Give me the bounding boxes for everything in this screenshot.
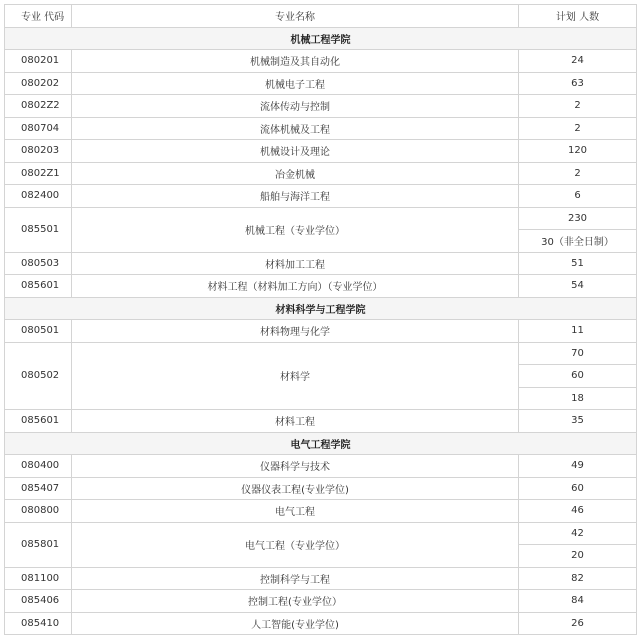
section-title: 材料科学与工程学院 — [5, 297, 637, 320]
table-row — [5, 342, 637, 365]
table-row — [5, 612, 637, 635]
major-name-cell: 机械制造及其自动化 — [72, 50, 519, 73]
plan-count-cell: 82 — [519, 567, 637, 590]
plan-count-cell: 2 — [519, 95, 637, 118]
plan-count-cell: 70 — [519, 342, 637, 365]
plan-count-cell: 35 — [519, 410, 637, 433]
major-code-cell: 080501 — [5, 320, 72, 343]
plan-count-cell: 42 — [519, 522, 637, 545]
table-row — [5, 477, 637, 500]
plan-count-cell: 2 — [519, 117, 637, 140]
major-code-cell: 0802Z2 — [5, 95, 72, 118]
major-code-cell: 080202 — [5, 72, 72, 95]
plan-count-cell: 30（非全日制） — [519, 230, 637, 253]
major-name-cell: 电气工程（专业学位） — [72, 522, 519, 567]
plan-count-cell: 60 — [519, 477, 637, 500]
section-header-row — [5, 297, 637, 320]
plan-count-cell: 20 — [519, 545, 637, 568]
major-code-cell: 080203 — [5, 140, 72, 163]
table-row — [5, 162, 637, 185]
major-code-cell: 085406 — [5, 590, 72, 613]
table-row — [5, 567, 637, 590]
major-name-cell: 材料加工工程 — [72, 252, 519, 275]
major-code-cell: 080503 — [5, 252, 72, 275]
major-name-cell: 机械电子工程 — [72, 72, 519, 95]
plan-count-cell: 63 — [519, 72, 637, 95]
table-row — [5, 252, 637, 275]
header-code: 专业 代码 — [5, 5, 72, 28]
major-code-cell: 085601 — [5, 410, 72, 433]
table-row — [5, 455, 637, 478]
major-code-cell: 0802Z1 — [5, 162, 72, 185]
major-name-cell: 控制工程(专业学位） — [72, 590, 519, 613]
major-name-cell: 电气工程 — [72, 500, 519, 523]
table-row — [5, 275, 637, 298]
table-row — [5, 500, 637, 523]
table-row — [5, 140, 637, 163]
table-body — [5, 27, 637, 635]
plan-count-cell: 84 — [519, 590, 637, 613]
enrollment-plan-table — [4, 4, 637, 635]
major-code-cell: 080800 — [5, 500, 72, 523]
major-name-cell: 流体传动与控制 — [72, 95, 519, 118]
major-name-cell: 机械工程（专业学位） — [72, 207, 519, 252]
table-row — [5, 72, 637, 95]
plan-count-cell: 24 — [519, 50, 637, 73]
table-row — [5, 522, 637, 545]
major-code-cell: 085801 — [5, 522, 72, 567]
major-code-cell: 085501 — [5, 207, 72, 252]
major-code-cell: 080400 — [5, 455, 72, 478]
table-row — [5, 410, 637, 433]
table-row — [5, 50, 637, 73]
major-code-cell: 080704 — [5, 117, 72, 140]
major-code-cell: 085410 — [5, 612, 72, 635]
plan-count-cell: 11 — [519, 320, 637, 343]
header-name: 专业名称 — [72, 5, 519, 28]
table-row — [5, 207, 637, 230]
table-row — [5, 95, 637, 118]
table-row — [5, 320, 637, 343]
plan-count-cell: 120 — [519, 140, 637, 163]
major-name-cell: 人工智能(专业学位) — [72, 612, 519, 635]
major-name-cell: 材料物理与化学 — [72, 320, 519, 343]
plan-count-cell: 51 — [519, 252, 637, 275]
table-header-row — [5, 5, 637, 28]
major-name-cell: 材料工程 — [72, 410, 519, 433]
major-name-cell: 船舶与海洋工程 — [72, 185, 519, 208]
table-row — [5, 117, 637, 140]
major-name-cell: 控制科学与工程 — [72, 567, 519, 590]
plan-count-cell: 46 — [519, 500, 637, 523]
major-code-cell: 085407 — [5, 477, 72, 500]
header-count: 计划 人数 — [519, 5, 637, 28]
major-name-cell: 仪器仪表工程(专业学位) — [72, 477, 519, 500]
plan-count-cell: 2 — [519, 162, 637, 185]
major-code-cell: 080201 — [5, 50, 72, 73]
major-code-cell: 082400 — [5, 185, 72, 208]
section-title: 机械工程学院 — [5, 27, 637, 50]
major-name-cell: 材料工程（材料加工方向）（专业学位） — [72, 275, 519, 298]
plan-count-cell: 60 — [519, 365, 637, 388]
major-name-cell: 机械设计及理论 — [72, 140, 519, 163]
plan-count-cell: 49 — [519, 455, 637, 478]
major-name-cell: 材料学 — [72, 342, 519, 410]
major-code-cell: 080502 — [5, 342, 72, 410]
major-code-cell: 081100 — [5, 567, 72, 590]
section-header-row — [5, 432, 637, 455]
plan-count-cell: 26 — [519, 612, 637, 635]
section-title: 电气工程学院 — [5, 432, 637, 455]
major-name-cell: 流体机械及工程 — [72, 117, 519, 140]
major-name-cell: 仪器科学与技术 — [72, 455, 519, 478]
major-name-cell: 冶金机械 — [72, 162, 519, 185]
plan-count-cell: 230 — [519, 207, 637, 230]
table-row — [5, 590, 637, 613]
major-code-cell: 085601 — [5, 275, 72, 298]
table-row — [5, 185, 637, 208]
plan-count-cell: 54 — [519, 275, 637, 298]
plan-count-cell: 18 — [519, 387, 637, 410]
section-header-row — [5, 27, 637, 50]
plan-count-cell: 6 — [519, 185, 637, 208]
